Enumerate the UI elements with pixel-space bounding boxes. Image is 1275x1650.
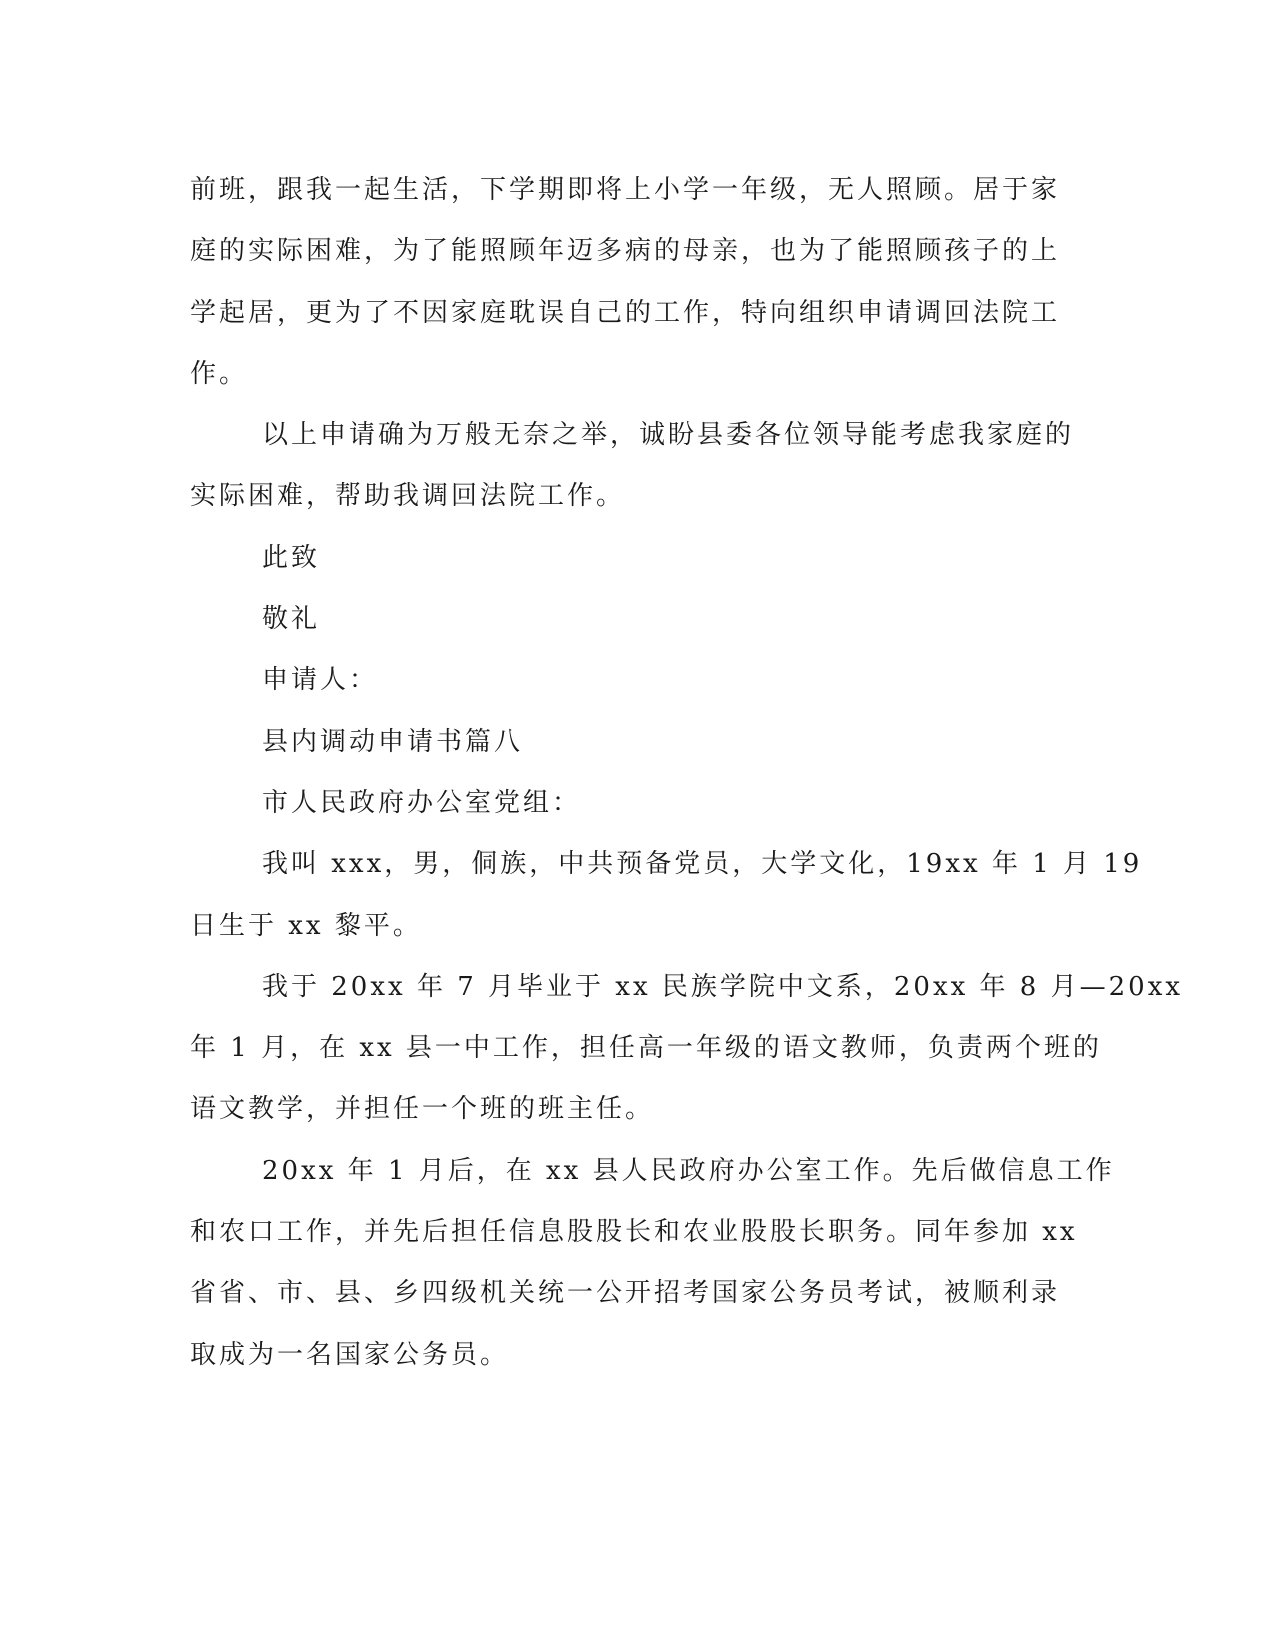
text-line: 学起居，更为了不因家庭耽误自己的工作，特向组织申请调回法院工 <box>190 297 1061 328</box>
document-body <box>190 160 1184 1386</box>
text-line: 日生于 xx 黎平。 <box>190 910 422 941</box>
text-line: 实际困难，帮助我调回法院工作。 <box>190 481 626 512</box>
text-line: 我叫 xxx，男，侗族，中共预备党员，大学文化，19xx 年 1 月 19 <box>262 849 1143 880</box>
section-title: 县内调动申请书篇八 <box>262 726 524 757</box>
text-line: 取成为一名国家公务员。 <box>190 1339 510 1370</box>
recipient-line: 市人民政府办公室党组： <box>262 787 582 818</box>
closing-regards: 敬礼 <box>262 604 321 635</box>
text-line: 我于 20xx 年 7 月毕业于 xx 民族学院中文系，20xx 年 8 月—20xx <box>262 971 1184 1002</box>
text-line: 作。 <box>190 358 249 389</box>
text-line: 年 1 月，在 xx 县一中工作，担任高一年级的语文教师，负责两个班的 <box>190 1033 1102 1064</box>
text-line: 和农口工作，并先后担任信息股股长和农业股股长职务。同年参加 xx <box>190 1217 1078 1248</box>
text-line: 语文教学，并担任一个班的班主任。 <box>190 1094 655 1125</box>
applicant-label: 申请人： <box>262 665 379 696</box>
text-line: 前班，跟我一起生活，下学期即将上小学一年级，无人照顾。居于家 <box>190 175 1061 205</box>
text-line: 20xx 年 1 月后，在 xx 县人民政府办公室工作。先后做信息工作 <box>262 1155 1115 1186</box>
closing-salutation: 此致 <box>262 542 321 573</box>
text-line: 省省、市、县、乡四级机关统一公开招考国家公务员考试，被顺利录 <box>190 1278 1061 1309</box>
text-line: 以上申请确为万般无奈之举，诚盼县委各位领导能考虑我家庭的 <box>262 420 1075 451</box>
text-line: 庭的实际困难，为了能照顾年迈多病的母亲，也为了能照顾孩子的上 <box>190 236 1061 267</box>
